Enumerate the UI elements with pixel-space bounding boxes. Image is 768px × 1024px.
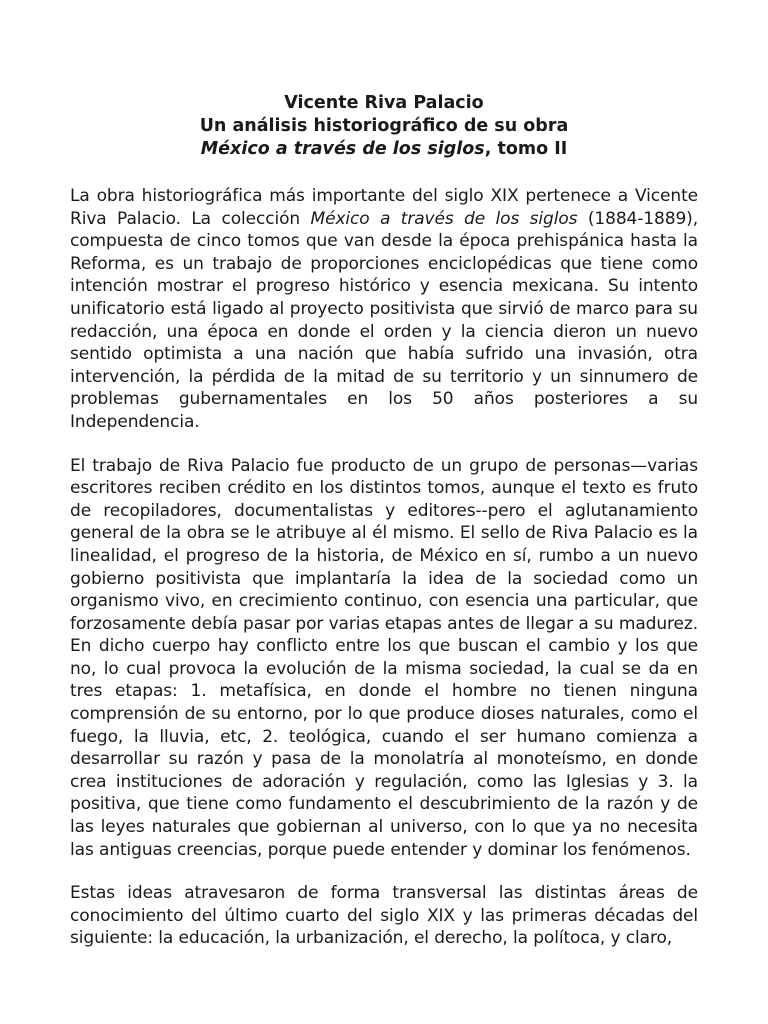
paragraph-1-italic-title: México a través de los siglos [310, 208, 578, 229]
author-heading: Vicente Riva Palacio [284, 93, 484, 113]
work-title: México a través de los siglos [200, 139, 485, 159]
work-title-heading [70, 138, 698, 161]
paragraph-1 [70, 185, 698, 434]
document-page [70, 92, 698, 971]
subtitle-heading: Un análisis historiográfico de su obra [199, 116, 569, 136]
paragraph-1-rest: (1884-1889), compuesta de cinco tomos que van desde la época prehispánica hasta la Reforma, es un trabajo de proporciones enciclopédicas que tiene como intención mostrar el progreso histórico y esencia mexicana. Su intento unificatorio está ligado al proyecto positivista que sirvió de marco para su redacción, una época en donde el orden y la ciencia dieron un nuevo sentido optimista a una nación que había sufrido una invasión, otra intervención, la pérdida de la mitad de su territorio y un sinnumero de problemas gubernamentales en los 50 años posteriores a su Independencia. [70, 208, 698, 432]
paragraph-3: Estas ideas atravesaron de forma transversal las distintas áreas de conocimiento del último cuarto del siglo XIX y las primeras décadas del siguiente: la educación, la urbanización, el derecho, la polítoca, y claro, [70, 883, 698, 949]
title-block [70, 92, 698, 161]
paragraph-1-start: La obra historiográfica más importante del siglo XIX pertenece a Vicente Riva Palacio. La colección [70, 186, 698, 229]
work-volume: , tomo II [484, 139, 568, 159]
paragraph-2: El trabajo de Riva Palacio fue producto de un grupo de personas—varias escritores reciben crédito en los distintos tomos, aunque el texto es fruto de recopiladores, documentalistas y editores--pero el aglutanamiento general de la obra se le atribuye al él mismo. El sello de Riva Palacio es la linealidad, el progreso de la historia, de México en sí, rumbo a un nuevo gobierno positivista que implantaría la idea de la sociedad como un organismo vivo, en crecimiento continuo, con esencia una particular, que forzosamente debía pasar por varias etapas antes de llegar a su madurez. En dicho cuerpo hay conflicto entre los que buscan el cambio y los que no, lo cual provoca la evolución de la misma sociedad, la cual se da en tres etapas: 1. metafísica, en donde el hombre no tienen ninguna comprensión de su entorno, por lo que produce dioses naturales, como el fuego, la lluvia, etc, 2. teológica, cuando el ser humano comienza a desarrollar su razón y pasa de la monolatría al monoteísmo, en donde crea instituciones de adoración y regulación, como las Iglesias y 3. la positiva, que tiene como fundamento el descubrimiento de la razón y de las leyes naturales que gobiernan al universo, con lo que ya no necesita las antiguas creencias, porque puede entender y dominar los fenómenos. [70, 455, 698, 860]
